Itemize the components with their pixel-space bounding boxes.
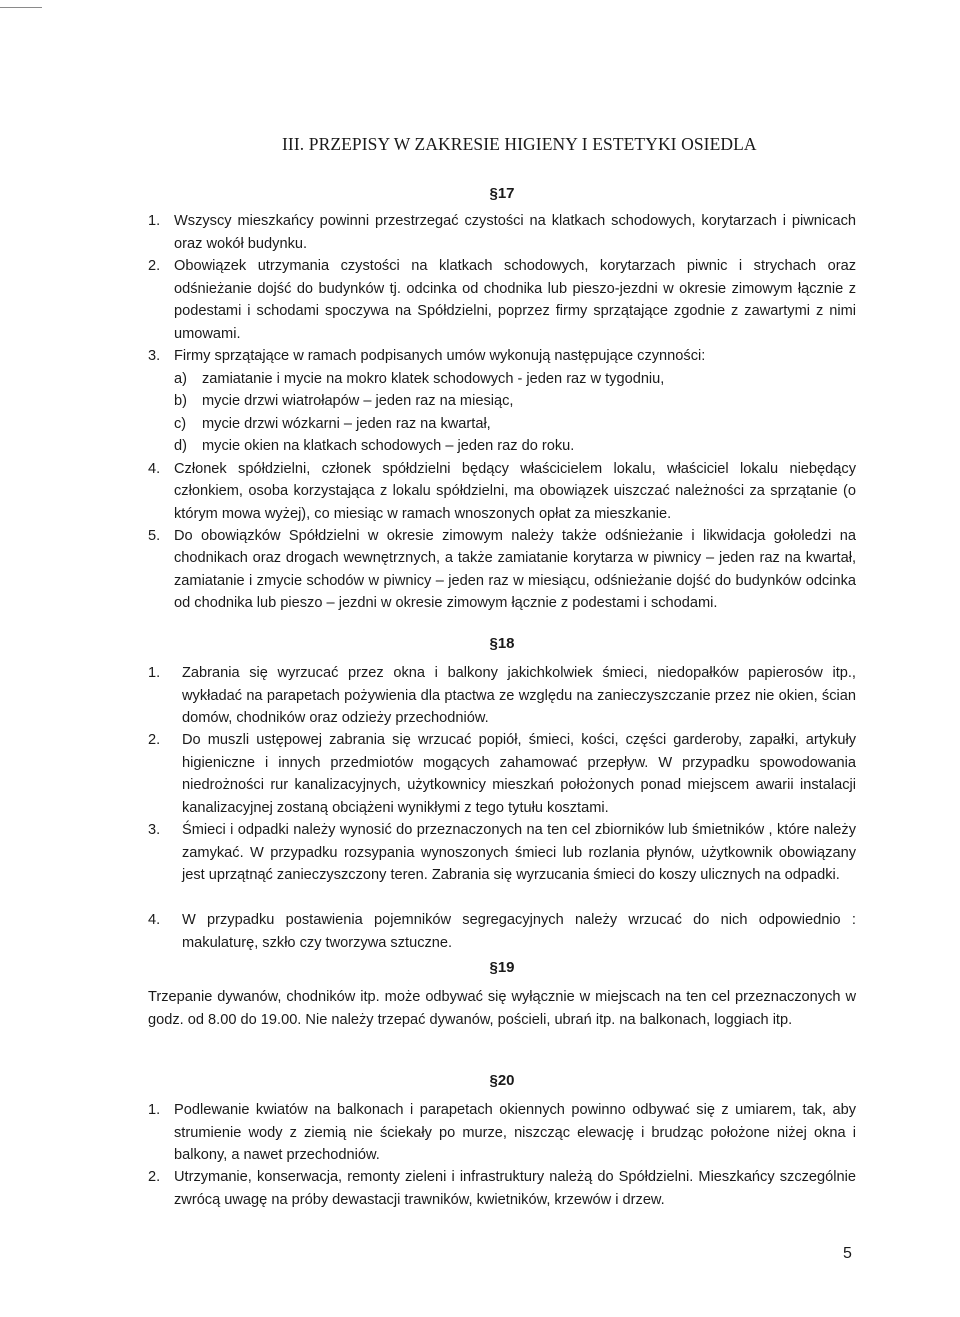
item-number: 1. — [148, 213, 161, 229]
list-item — [148, 210, 856, 255]
item-number: 3. — [148, 822, 161, 838]
sub-list-item — [148, 390, 856, 413]
item-text: Wszyscy mieszkańcy powinni przestrzegać czystości na klatkach schodowych, korytarzach i piwnicach oraz wokół budynku. — [174, 213, 856, 252]
item-number: 1. — [148, 665, 161, 681]
item-text: Do obowiązków Spółdzielni w okresie zimowym należy także odśnieżanie i likwidacja gołoledzi na chodnikach oraz drogach wewnętrznych, a także zamiatanie korytarza w piwnicy – jeden raz na kwartał, zamiatanie i zmycie schodów w piwnicy – jeden raz w miesiącu, odśnieżanie dojść do budynków odcinka od chodnika lub pieszo – jezdni w okresie zimowym łącznie z podestami i schodami. — [174, 527, 856, 611]
paragraph-20-heading: §20 — [489, 1072, 515, 1089]
item-text: Śmieci i odpadki należy wynosić do przeznaczonych na ten cel zbiorników lub śmietników , które należy zamykać. W przypadku rozsypania wynoszonych śmieci lub rozlania płynów, użytkownik obowiązany jest uprzątnąć zanieczyszczony teren. Zabrania się wyrzucania śmieci do koszy ulicznych na odpadki. — [182, 822, 856, 883]
item-text: Członek spółdzielni, członek spółdzielni będący właścicielem lokalu, właściciel lokalu niebędący członkiem, osoba korzystająca z lokalu spółdzielni, ma obowiązek uiszczać należności za sprzątanie (o którym mowa wyżej), co miesiąc w ramach wnoszonych opłat za mieszkanie. — [174, 460, 856, 522]
paragraph-19-text: Trzepanie dywanów, chodników itp. może odbywać się wyłącznie w miejscach na ten cel przeznaczonych w godz. od 8.00 do 19.00. Nie należy trzepać dywanów, pościeli, ubrań itp. na balkonach, loggiach itp. — [148, 989, 856, 1028]
item-number: 4. — [148, 460, 161, 477]
sub-item-text: mycie drzwi wiatrołapów – jeden raz na miesiąc, — [202, 393, 514, 409]
item-text: Obowiązek utrzymania czystości na klatkach schodowych, korytarzach piwnic i strychach oraz odśnieżanie dojść do budynków tj. odcinka od chodnika lub pieszo-jezdni w okresie zimowym łącznie z podestami i schodami spoczywa na Spółdzielni, poprzez firmy sprzątające zgodnie z zawartymi z nimi umowami. — [174, 258, 856, 342]
list-item — [148, 458, 856, 525]
item-text: Zabrania się wyrzucać przez okna i balkony jakichkolwiek śmieci, niedopałków papierosów itp., wykładać na parapetach pożywienia dla ptactwa ze względu na zanieczyszczanie przez nie okien, ścian domów, chodników oraz odzieży przechodniów. — [182, 665, 856, 726]
list-item — [148, 662, 856, 729]
item-number: 2. — [148, 1169, 161, 1185]
item-number: 4. — [148, 912, 161, 928]
sub-list-item — [148, 435, 856, 458]
item-text: Podlewanie kwiatów na balkonach i parapetach okiennych powinno odbywać się z umiarem, tak, aby strumienie wody z ziemią nie ściekały po murze, niszcząc elewację i brudząc położone niżej okna i balkony, a nawet przechodniów. — [174, 1102, 856, 1163]
item-number: 2. — [148, 732, 161, 748]
sub-item-letter: b) — [174, 393, 187, 409]
sub-item-text: mycie drzwi wózkarni – jeden raz na kwartał, — [202, 415, 491, 432]
list-item — [148, 909, 856, 954]
item-number: 1. — [148, 1102, 161, 1118]
paragraph-17-body — [148, 210, 856, 615]
sub-item-letter: d) — [174, 438, 187, 454]
paragraph-20-body — [148, 1099, 856, 1211]
list-item — [148, 729, 856, 819]
item-text: W przypadku postawienia pojemników segregacyjnych należy wrzucać do nich odpowiednio : makulaturę, szkło czy tworzywa sztuczne. — [182, 912, 856, 951]
paragraph-18-heading: §18 — [489, 635, 515, 652]
sub-list-item — [148, 413, 856, 436]
list-item — [148, 525, 856, 615]
item-number: 5. — [148, 527, 161, 544]
section-title: III. PRZEPISY W ZAKRESIE HIGIENY I ESTETYKI OSIEDLA — [282, 134, 757, 154]
list-item — [148, 819, 856, 909]
item-number: 3. — [148, 348, 161, 364]
item-number: 2. — [148, 258, 161, 274]
paragraph-17-heading: §17 — [489, 185, 515, 202]
page-number: 5 — [843, 1245, 852, 1262]
paragraph-19-heading: §19 — [489, 959, 515, 976]
list-item — [148, 345, 856, 368]
list-item — [148, 255, 856, 345]
sub-item-letter: a) — [174, 370, 187, 387]
paragraph-18-body — [148, 662, 856, 954]
sub-list-item — [148, 368, 856, 391]
list-item — [148, 1166, 856, 1211]
item-text: Utrzymanie, konserwacja, remonty zieleni i infrastruktury należą do Spółdzielni. Mieszkańcy szczególnie zwrócą uwagę na próby dewastacji trawników, kwietników, krzewów i drzew. — [174, 1169, 856, 1208]
list-item — [148, 1099, 856, 1166]
top-edge-rule — [0, 7, 42, 8]
item-text: Firmy sprzątające w ramach podpisanych umów wykonują następujące czynności: — [174, 348, 706, 364]
sub-item-letter: c) — [174, 415, 187, 432]
sub-item-text: zamiatanie i mycie na mokro klatek schodowych - jeden raz w tygodniu, — [202, 370, 665, 387]
item-text: Do muszli ustępowej zabrania się wrzucać popiół, śmieci, kości, części garderoby, zapałki, artykuły higieniczne i innych przedmiotów mogących zahamować przepływ. W przypadku spowodowania niedrożności rur kanalizacyjnych, użytkownicy mieszkań położonych ponad miejscem awarii instalacji kanalizacyjnej zostaną obciążeni wynikłymi z tego tytułu kosztami. — [182, 732, 856, 816]
sub-item-text: mycie okien na klatkach schodowych – jeden raz do roku. — [202, 438, 575, 454]
